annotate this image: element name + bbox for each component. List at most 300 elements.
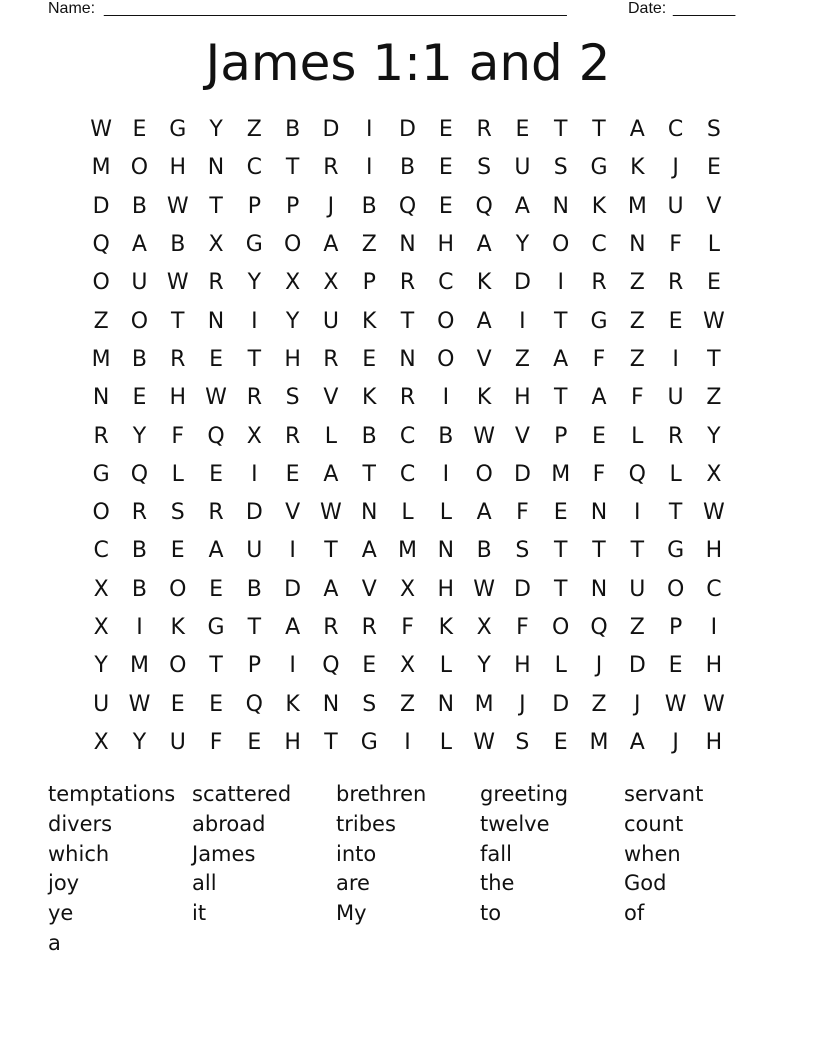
- grid-cell[interactable]: T: [592, 538, 606, 564]
- grid-cell[interactable]: L: [669, 461, 682, 487]
- grid-cell[interactable]: A: [208, 538, 224, 564]
- grid-cell[interactable]: E: [438, 117, 453, 143]
- grid-cell[interactable]: A: [323, 461, 339, 487]
- grid-cell[interactable]: H: [705, 653, 723, 679]
- grid-cell[interactable]: T: [324, 729, 338, 755]
- grid-cell[interactable]: S: [515, 729, 530, 755]
- grid-cell[interactable]: V: [476, 346, 492, 372]
- grid-cell[interactable]: D: [284, 576, 302, 602]
- grid-cell[interactable]: B: [476, 538, 492, 564]
- grid-cell[interactable]: I: [634, 500, 641, 526]
- grid-cell[interactable]: R: [361, 615, 377, 640]
- grid-cell[interactable]: B: [285, 117, 301, 143]
- grid-cell[interactable]: R: [667, 423, 684, 449]
- grid-cell[interactable]: W: [703, 500, 725, 526]
- grid-cell[interactable]: Y: [209, 117, 223, 143]
- grid-cell[interactable]: Q: [628, 461, 646, 487]
- grid-cell[interactable]: Y: [247, 270, 262, 296]
- grid-cell[interactable]: M: [91, 155, 111, 181]
- grid-cell[interactable]: S: [170, 500, 185, 526]
- grid-cell[interactable]: K: [362, 385, 377, 411]
- grid-cell[interactable]: H: [169, 385, 187, 411]
- grid-cell[interactable]: C: [438, 270, 454, 296]
- grid-cell[interactable]: T: [362, 461, 376, 487]
- grid-cell[interactable]: B: [361, 193, 377, 219]
- grid-cell[interactable]: O: [437, 308, 455, 334]
- grid-cell[interactable]: U: [322, 308, 339, 334]
- grid-cell[interactable]: A: [553, 346, 569, 372]
- grid-cell[interactable]: H: [514, 385, 531, 411]
- word-list-item: James: [192, 841, 256, 866]
- date-label: Date:: [628, 0, 667, 17]
- grid-cell[interactable]: Q: [398, 193, 417, 219]
- grid-cell[interactable]: C: [399, 461, 416, 487]
- grid-cell[interactable]: B: [361, 423, 377, 449]
- grid-cell[interactable]: Q: [207, 423, 225, 449]
- grid-cell[interactable]: X: [706, 461, 722, 487]
- grid-cell[interactable]: Z: [591, 691, 607, 717]
- grid-cell[interactable]: N: [590, 500, 608, 526]
- grid-cell[interactable]: Z: [629, 308, 645, 334]
- grid-cell[interactable]: N: [629, 232, 646, 258]
- grid-cell[interactable]: I: [710, 615, 718, 640]
- grid-cell[interactable]: Q: [322, 653, 340, 679]
- grid-cell[interactable]: A: [361, 538, 377, 564]
- grid-cell[interactable]: T: [324, 538, 338, 564]
- grid-cell[interactable]: Y: [477, 653, 491, 679]
- grid-cell[interactable]: W: [473, 423, 495, 449]
- grid-cell[interactable]: B: [131, 538, 147, 564]
- grid-cell[interactable]: L: [554, 653, 567, 679]
- grid-cell[interactable]: G: [207, 615, 225, 640]
- grid-cell[interactable]: O: [552, 615, 570, 640]
- grid-cell[interactable]: N: [360, 500, 378, 526]
- grid-cell[interactable]: C: [399, 423, 416, 449]
- grid-cell[interactable]: Q: [245, 691, 263, 717]
- grid-cell[interactable]: H: [705, 538, 723, 564]
- grid-cell[interactable]: R: [667, 270, 684, 296]
- grid-cell[interactable]: S: [515, 538, 530, 564]
- grid-cell[interactable]: I: [404, 729, 411, 755]
- grid-cell[interactable]: B: [399, 155, 416, 181]
- grid-cell[interactable]: K: [362, 308, 377, 334]
- grid-cell[interactable]: N: [207, 308, 225, 334]
- grid-cell[interactable]: Q: [130, 461, 149, 487]
- grid-cell[interactable]: V: [323, 385, 339, 411]
- grid-cell[interactable]: R: [323, 155, 339, 181]
- word-list-item: all: [192, 871, 217, 896]
- grid-cell[interactable]: G: [590, 155, 608, 181]
- grid-cell[interactable]: E: [553, 500, 568, 526]
- grid-cell[interactable]: M: [474, 691, 494, 717]
- grid-cell[interactable]: J: [327, 193, 335, 219]
- grid-cell[interactable]: F: [209, 729, 223, 755]
- grid-cell[interactable]: H: [705, 729, 723, 755]
- grid-cell[interactable]: T: [630, 538, 645, 564]
- grid-cell[interactable]: K: [591, 193, 607, 219]
- word-list-item: brethren: [336, 782, 427, 806]
- grid-cell[interactable]: F: [592, 346, 606, 372]
- grid-cell[interactable]: R: [246, 385, 262, 411]
- grid-cell[interactable]: L: [439, 653, 452, 679]
- grid-cell[interactable]: D: [513, 270, 531, 296]
- grid-cell[interactable]: E: [285, 461, 300, 487]
- grid-cell[interactable]: J: [595, 653, 603, 679]
- grid-cell[interactable]: E: [209, 576, 223, 602]
- grid-cell[interactable]: Y: [132, 423, 147, 449]
- grid-cell[interactable]: Z: [629, 615, 645, 640]
- grid-cell[interactable]: M: [589, 729, 609, 755]
- grid-cell[interactable]: Z: [514, 346, 530, 372]
- grid-cell[interactable]: T: [707, 346, 721, 372]
- grid-cell[interactable]: G: [360, 729, 378, 755]
- grid-cell[interactable]: K: [285, 691, 300, 717]
- grid-cell[interactable]: X: [323, 270, 339, 296]
- grid-cell[interactable]: T: [209, 653, 223, 679]
- grid-cell[interactable]: I: [136, 615, 143, 640]
- grid-cell[interactable]: F: [171, 423, 185, 449]
- grid-cell[interactable]: R: [323, 346, 339, 372]
- grid-cell[interactable]: P: [554, 423, 568, 449]
- grid-cell[interactable]: I: [251, 308, 258, 334]
- grid-cell[interactable]: Y: [707, 423, 721, 449]
- grid-cell[interactable]: B: [131, 193, 147, 219]
- grid-cell[interactable]: T: [400, 308, 415, 334]
- grid-cell[interactable]: R: [476, 117, 492, 143]
- grid-cell[interactable]: D: [513, 461, 531, 487]
- grid-cell[interactable]: X: [93, 729, 109, 755]
- grid-cell[interactable]: X: [285, 270, 301, 296]
- grid-cell[interactable]: W: [90, 117, 113, 143]
- grid-cell[interactable]: D: [552, 691, 570, 717]
- grid-cell[interactable]: X: [208, 232, 224, 258]
- grid-cell[interactable]: Z: [706, 385, 722, 411]
- grid-cell[interactable]: S: [362, 691, 377, 717]
- grid-cell[interactable]: E: [553, 729, 568, 755]
- grid-cell[interactable]: I: [251, 461, 258, 487]
- grid-cell[interactable]: E: [515, 117, 530, 143]
- grid-cell[interactable]: A: [323, 232, 339, 258]
- grid-cell[interactable]: E: [668, 653, 683, 679]
- grid-cell[interactable]: E: [247, 729, 262, 755]
- grid-cell[interactable]: W: [320, 500, 342, 526]
- grid-cell[interactable]: N: [552, 193, 569, 219]
- grid-cell[interactable]: B: [170, 232, 186, 258]
- grid-cell[interactable]: V: [514, 423, 530, 449]
- grid-cell[interactable]: I: [442, 385, 450, 411]
- grid-cell[interactable]: M: [627, 193, 647, 219]
- grid-cell[interactable]: Z: [361, 232, 377, 258]
- grid-cell[interactable]: B: [131, 576, 147, 602]
- grid-cell[interactable]: T: [209, 193, 223, 219]
- grid-cell[interactable]: O: [666, 576, 685, 602]
- grid-cell[interactable]: M: [91, 346, 111, 372]
- grid-cell[interactable]: F: [516, 615, 529, 640]
- grid-cell[interactable]: E: [438, 155, 453, 181]
- grid-cell[interactable]: O: [169, 576, 187, 602]
- grid-cell[interactable]: E: [362, 653, 377, 679]
- grid-cell[interactable]: B: [246, 576, 262, 602]
- grid-cell[interactable]: O: [283, 232, 302, 258]
- grid-cell[interactable]: T: [553, 576, 568, 602]
- grid-cell[interactable]: L: [439, 500, 452, 526]
- grid-cell[interactable]: L: [439, 729, 452, 755]
- grid-cell[interactable]: X: [399, 576, 416, 602]
- grid-cell[interactable]: F: [516, 500, 529, 526]
- grid-cell[interactable]: H: [437, 576, 455, 602]
- grid-cell[interactable]: I: [442, 461, 450, 487]
- grid-cell[interactable]: K: [170, 615, 185, 640]
- grid-cell[interactable]: N: [207, 155, 225, 181]
- grid-cell[interactable]: F: [630, 385, 644, 411]
- grid-cell[interactable]: V: [706, 193, 722, 219]
- grid-cell[interactable]: W: [703, 308, 725, 334]
- grid-cell[interactable]: N: [92, 385, 110, 411]
- grid-cell[interactable]: M: [398, 538, 418, 564]
- grid-cell[interactable]: G: [245, 232, 263, 258]
- grid-cell[interactable]: G: [92, 461, 110, 487]
- grid-cell[interactable]: C: [706, 576, 722, 602]
- grid-cell[interactable]: A: [629, 117, 645, 143]
- grid-cell[interactable]: N: [399, 232, 416, 258]
- grid-cell[interactable]: T: [247, 346, 262, 372]
- grid-cell[interactable]: E: [132, 117, 147, 143]
- word-list-item: it: [192, 901, 207, 926]
- grid-cell[interactable]: W: [128, 691, 151, 717]
- grid-cell[interactable]: G: [169, 117, 187, 143]
- grid-cell[interactable]: P: [362, 270, 376, 296]
- grid-cell[interactable]: Z: [399, 691, 416, 717]
- grid-cell[interactable]: M: [129, 653, 149, 679]
- grid-cell[interactable]: F: [401, 615, 414, 640]
- grid-cell[interactable]: T: [553, 308, 568, 334]
- grid-cell[interactable]: O: [552, 232, 570, 258]
- grid-cell[interactable]: O: [130, 155, 149, 181]
- grid-cell[interactable]: F: [592, 461, 606, 487]
- grid-cell[interactable]: E: [706, 270, 721, 296]
- grid-cell[interactable]: O: [92, 270, 110, 296]
- grid-cell[interactable]: C: [667, 117, 684, 143]
- grid-cell[interactable]: R: [131, 500, 148, 526]
- grid-cell[interactable]: X: [399, 653, 416, 679]
- word-list: [48, 780, 768, 959]
- grid-cell[interactable]: N: [590, 576, 608, 602]
- grid-cell[interactable]: H: [169, 155, 187, 181]
- grid-cell[interactable]: V: [361, 576, 377, 602]
- grid-cell[interactable]: D: [92, 193, 110, 219]
- grid-cell[interactable]: Q: [475, 193, 493, 219]
- grid-cell[interactable]: B: [438, 423, 454, 449]
- grid-cell[interactable]: Y: [515, 232, 530, 258]
- grid-cell[interactable]: T: [553, 385, 568, 411]
- grid-cell[interactable]: T: [553, 538, 568, 564]
- grid-cell[interactable]: Y: [132, 729, 147, 755]
- grid-cell[interactable]: C: [246, 155, 263, 181]
- grid-cell[interactable]: J: [672, 729, 679, 755]
- grid-cell[interactable]: D: [399, 117, 416, 143]
- grid-cell[interactable]: E: [132, 385, 147, 411]
- grid-cell[interactable]: R: [208, 500, 224, 526]
- grid-cell[interactable]: J: [519, 691, 526, 717]
- grid-cell[interactable]: W: [166, 270, 189, 296]
- grid-cell[interactable]: S: [285, 385, 300, 411]
- grid-cell[interactable]: U: [246, 538, 263, 564]
- grid-cell[interactable]: P: [668, 615, 683, 640]
- grid-cell[interactable]: P: [247, 193, 261, 219]
- grid-cell[interactable]: G: [590, 308, 608, 334]
- grid-cell[interactable]: O: [92, 500, 110, 526]
- grid-cell[interactable]: U: [131, 270, 148, 296]
- grid-cell[interactable]: T: [171, 308, 185, 334]
- grid-cell[interactable]: W: [205, 385, 227, 411]
- grid-cell[interactable]: I: [289, 653, 296, 679]
- grid-cell[interactable]: I: [519, 308, 526, 334]
- grid-cell[interactable]: H: [514, 653, 531, 679]
- grid-cell[interactable]: K: [476, 270, 492, 296]
- word-search-grid: [82, 111, 733, 762]
- grid-cell[interactable]: R: [93, 423, 109, 449]
- grid-cell[interactable]: T: [592, 117, 606, 143]
- name-label: Name:: [48, 0, 96, 17]
- grid-cell[interactable]: N: [437, 538, 455, 564]
- grid-cell[interactable]: H: [284, 346, 301, 372]
- grid-cell[interactable]: Y: [285, 308, 300, 334]
- grid-cell[interactable]: U: [667, 193, 684, 219]
- grid-cell[interactable]: E: [592, 423, 606, 449]
- grid-cell[interactable]: A: [629, 729, 645, 755]
- grid-cell[interactable]: O: [475, 461, 493, 487]
- grid-cell[interactable]: R: [170, 346, 186, 372]
- grid-cell[interactable]: N: [322, 691, 340, 717]
- grid-cell[interactable]: I: [365, 155, 373, 181]
- grid-cell[interactable]: C: [591, 232, 607, 258]
- grid-cell[interactable]: W: [664, 691, 687, 717]
- grid-cell[interactable]: J: [634, 691, 641, 717]
- grid-cell[interactable]: I: [289, 538, 296, 564]
- grid-cell[interactable]: G: [667, 538, 685, 564]
- grid-cell[interactable]: Z: [93, 308, 109, 334]
- grid-cell[interactable]: E: [438, 193, 453, 219]
- grid-cell[interactable]: T: [285, 155, 300, 181]
- grid-cell[interactable]: E: [209, 461, 223, 487]
- grid-cell[interactable]: A: [514, 193, 530, 219]
- grid-cell[interactable]: L: [401, 500, 414, 526]
- grid-cell[interactable]: E: [668, 308, 683, 334]
- grid-cell[interactable]: E: [170, 538, 185, 564]
- grid-cell[interactable]: D: [628, 653, 646, 679]
- grid-cell[interactable]: X: [476, 615, 492, 640]
- grid-cell[interactable]: C: [93, 538, 109, 564]
- word-list-item: ye: [48, 901, 74, 926]
- grid-cell[interactable]: Z: [629, 270, 645, 296]
- grid-cell[interactable]: W: [473, 729, 495, 755]
- grid-cell[interactable]: T: [553, 117, 568, 143]
- grid-cell[interactable]: I: [557, 270, 564, 296]
- grid-cell[interactable]: R: [399, 385, 416, 411]
- grid-cell[interactable]: K: [630, 155, 645, 181]
- grid-cell[interactable]: A: [476, 232, 492, 258]
- grid-cell[interactable]: A: [285, 615, 301, 640]
- grid-cell[interactable]: L: [324, 423, 338, 449]
- grid-cell[interactable]: D: [245, 500, 263, 526]
- grid-cell[interactable]: U: [93, 691, 110, 717]
- grid-cell[interactable]: I: [365, 117, 373, 143]
- grid-cell[interactable]: M: [551, 461, 571, 487]
- grid-cell[interactable]: T: [668, 500, 683, 526]
- grid-cell[interactable]: F: [669, 232, 682, 258]
- grid-cell[interactable]: W: [473, 576, 495, 602]
- grid-cell[interactable]: L: [171, 461, 184, 487]
- grid-cell[interactable]: T: [247, 615, 262, 640]
- grid-cell[interactable]: A: [323, 576, 339, 602]
- grid-cell[interactable]: Y: [94, 653, 108, 679]
- word-list-item: tribes: [336, 811, 396, 836]
- grid-cell[interactable]: E: [362, 346, 377, 372]
- grid-cell[interactable]: A: [476, 500, 492, 526]
- word-list-item: abroad: [192, 811, 266, 836]
- grid-cell[interactable]: E: [170, 691, 185, 717]
- grid-cell[interactable]: P: [247, 653, 261, 679]
- grid-cell[interactable]: Z: [629, 346, 645, 372]
- grid-cell[interactable]: L: [631, 423, 644, 449]
- grid-cell[interactable]: H: [284, 729, 301, 755]
- grid-cell[interactable]: R: [591, 270, 607, 296]
- grid-cell[interactable]: Q: [92, 232, 110, 258]
- grid-cell[interactable]: L: [707, 232, 721, 258]
- grid-cell[interactable]: X: [246, 423, 262, 449]
- grid-cell[interactable]: A: [131, 232, 147, 258]
- grid-cell[interactable]: A: [591, 385, 607, 411]
- grid-cell[interactable]: U: [169, 729, 186, 755]
- grid-cell[interactable]: N: [399, 346, 416, 372]
- grid-cell[interactable]: H: [437, 232, 455, 258]
- grid-cell[interactable]: O: [437, 346, 455, 372]
- grid-cell[interactable]: D: [322, 117, 340, 143]
- grid-cell[interactable]: I: [672, 346, 679, 372]
- grid-cell[interactable]: N: [437, 691, 455, 717]
- grid-cell[interactable]: J: [672, 155, 679, 181]
- grid-cell[interactable]: W: [166, 193, 189, 219]
- grid-cell[interactable]: E: [209, 346, 223, 372]
- grid-cell[interactable]: S: [477, 155, 492, 181]
- grid-cell[interactable]: A: [476, 308, 492, 334]
- grid-cell[interactable]: U: [667, 385, 684, 411]
- grid-cell[interactable]: O: [130, 308, 149, 334]
- grid-cell[interactable]: D: [513, 576, 531, 602]
- grid-cell[interactable]: R: [323, 615, 339, 640]
- grid-cell[interactable]: K: [476, 385, 492, 411]
- grid-cell[interactable]: E: [706, 155, 721, 181]
- grid-cell[interactable]: X: [93, 615, 109, 640]
- grid-cell[interactable]: Q: [590, 615, 608, 640]
- grid-cell[interactable]: S: [706, 117, 721, 143]
- grid-cell[interactable]: B: [131, 346, 147, 372]
- grid-cell[interactable]: S: [553, 155, 568, 181]
- grid-cell[interactable]: R: [399, 270, 416, 296]
- grid-cell[interactable]: E: [209, 691, 223, 717]
- grid-cell[interactable]: V: [285, 500, 301, 526]
- grid-cell[interactable]: O: [169, 653, 187, 679]
- grid-cell[interactable]: W: [703, 691, 725, 717]
- grid-cell[interactable]: R: [208, 270, 224, 296]
- grid-cell[interactable]: Z: [246, 117, 262, 143]
- grid-cell[interactable]: U: [629, 576, 646, 602]
- grid-cell[interactable]: R: [284, 423, 301, 449]
- grid-cell[interactable]: K: [438, 615, 454, 640]
- grid-cell[interactable]: U: [514, 155, 531, 181]
- grid-cell[interactable]: P: [285, 193, 300, 219]
- grid-cell[interactable]: X: [93, 576, 109, 602]
